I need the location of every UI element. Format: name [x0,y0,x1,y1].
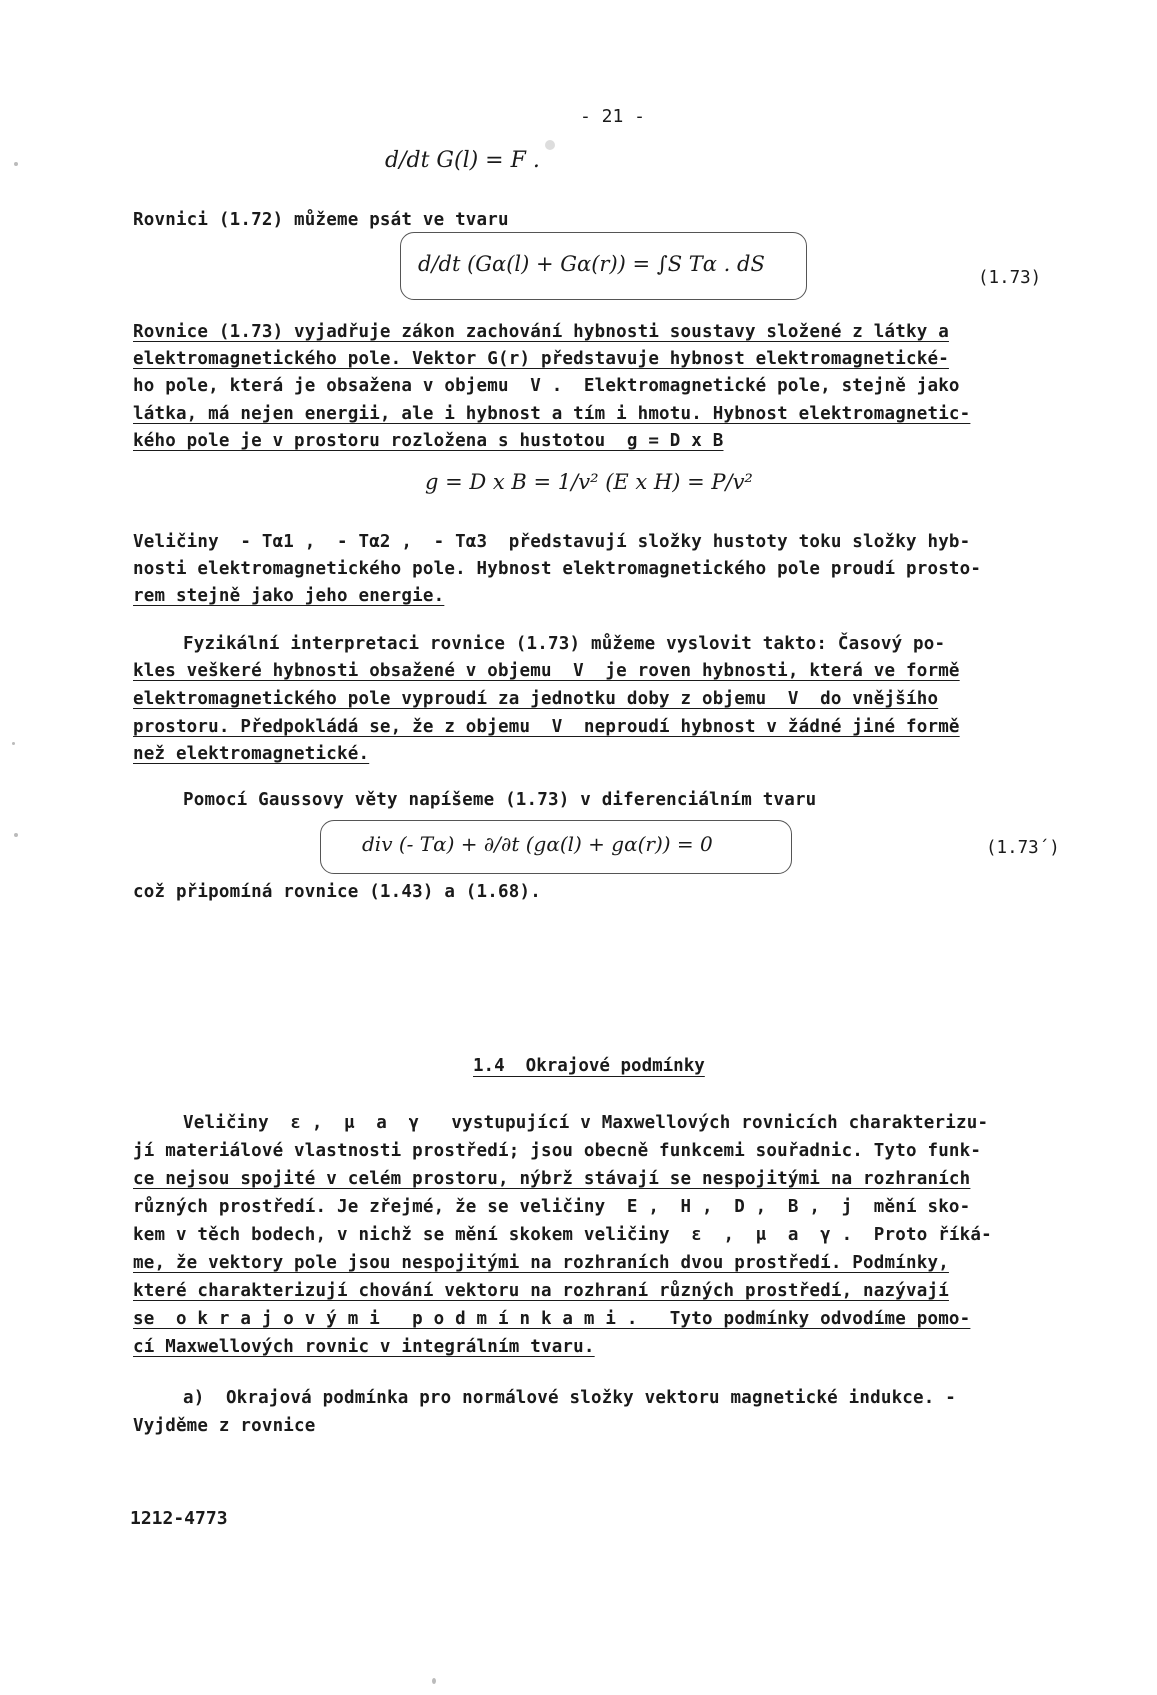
equation-number: (1.73´) [986,838,1060,858]
text-line: rem stejně jako jeho energie. [133,586,445,606]
text-line: Rovnici (1.72) můžeme psát ve tvaru [133,210,509,230]
text-line: Fyzikální interpretaci rovnice (1.73) můžeme vyslovit takto: Časový po- [183,634,946,654]
text-line: kles veškeré hybnosti obsažené v objemu V je roven hybnosti, která ve formě [133,661,960,681]
text-line: látka, má nejen energii, ale i hybnost a tím i hmotu. Hybnost elektromagnetic- [133,404,971,424]
equation-1-73-prime: div (- Tα) + ∂/∂t (gα(l) + gα(r)) = 0 [362,832,713,856]
text-line: ce nejsou spojité v celém prostoru, nýbrž stávají se nespojitými na rozhraních [133,1169,971,1189]
text-line: ho pole, která je obsažena v objemu V . Elektromagnetické pole, stejně jako [133,376,960,396]
text-line: cí Maxwellových rovnic v integrálním tvaru. [133,1337,595,1357]
text-line: kem v těch bodech, v nichž se mění skokem veličiny ε , μ a γ . Proto říká- [133,1225,992,1245]
equation-g: g = D x B = 1/v² (E x H) = P/v² [425,470,753,494]
text-line: me, že vektory pole jsou nespojitými na rozhraních dvou prostředí. Podmínky, [133,1253,949,1273]
text-line: prostoru. Předpokládá se, že z objemu V neproudí hybnost v žádné jiné formě [133,717,960,737]
page-number: - 21 - [580,106,646,127]
text-line: Veličiny ε , μ a γ vystupující v Maxwellových rovnicích charakterizu- [183,1113,989,1133]
text-line: které charakterizují chování vektoru na rozhraní různých prostředí, nazývají [133,1281,949,1301]
text-line: různých prostředí. Je zřejmé, že se veličiny E , H , D , B , j mění sko- [133,1197,971,1217]
scan-speck [14,833,18,837]
scan-speck [14,162,18,166]
text-line: kého pole je v prostoru rozložena s hustotou g = D x B [133,431,724,451]
footer-code: 1212-4773 [130,1508,228,1529]
text-line: Rovnice (1.73) vyjadřuje zákon zachování hybnosti soustavy složené z látky a [133,322,949,342]
text-line: což připomíná rovnice (1.43) a (1.68). [133,882,541,902]
text-line: než elektromagnetické. [133,744,370,764]
text-line: Veličiny - Tα1 , - Tα2 , - Tα3 představují složky hustoty toku složky hyb- [133,532,971,552]
equation-number: (1.73) [978,268,1042,288]
section-heading: 1.4 Okrajové podmínky [473,1056,705,1076]
text-line: jí materiálové vlastnosti prostředí; jsou obecně funkcemi souřadnic. Tyto funk- [133,1141,982,1161]
text-line: elektromagnetického pole. Vektor G(r) představuje hybnost elektromagnetické- [133,349,949,369]
text-line: Vyjděme z rovnice [133,1416,316,1436]
scan-speck [432,1678,436,1684]
scan-speck [545,140,555,150]
text-line: a) Okrajová podmínka pro normálové složky vektoru magnetické indukce. - [183,1388,956,1408]
text-line: elektromagnetického pole vyproudí za jednotku doby z objemu V do vnějšího [133,689,939,709]
text-line: Pomocí Gaussovy věty napíšeme (1.73) v diferenciálním tvaru [183,790,817,810]
equation-top: d/dt G(l) = F . [385,148,540,173]
text-line: nosti elektromagnetického pole. Hybnost elektromagnetického pole proudí prosto- [133,559,982,579]
text-line: se o k r a j o v ý m i p o d m í n k a m i . Tyto podmínky odvodíme pomo- [133,1309,971,1329]
scan-speck [12,742,15,745]
equation-1-73: d/dt (Gα(l) + Gα(r)) = ∫S Tα . dS [418,252,765,276]
